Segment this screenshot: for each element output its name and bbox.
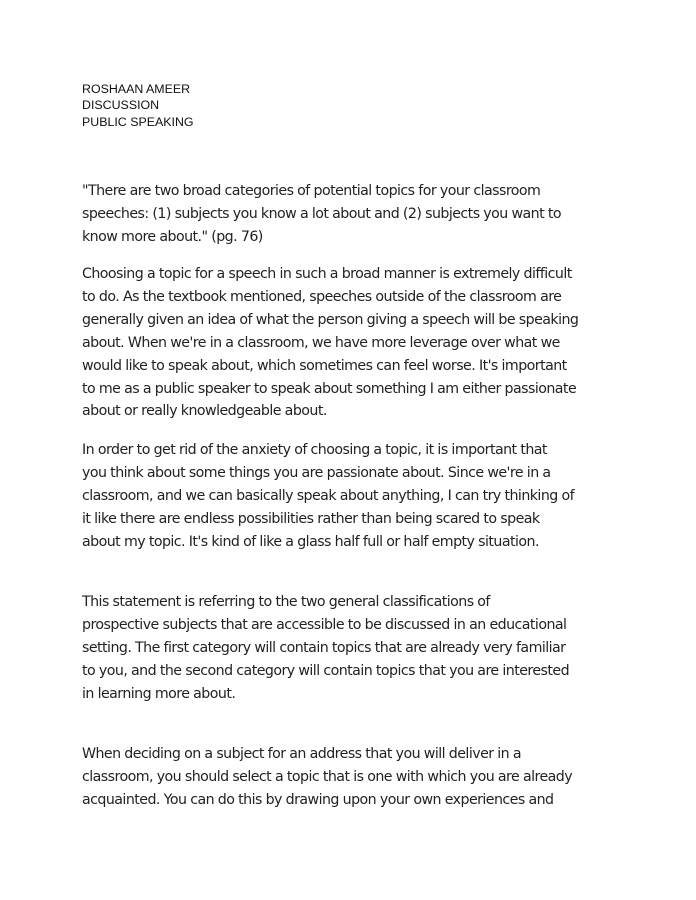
text-line: In order to get rid of the anxiety of choosing a topic, it is important that [82, 442, 547, 458]
text-line: in learning more about. [82, 685, 236, 702]
text-line: Choosing a topic for a speech in such a broad manner is extremely difficult [82, 266, 572, 282]
text-line: about my topic. It's kind of like a glass half full or half empty situation. [82, 533, 539, 550]
text-line: "There are two broad categories of potential topics for your classroom [82, 183, 541, 199]
course-name: PUBLIC SPEAKING [82, 114, 194, 129]
text-line: acquainted. You can do this by drawing upon your own experiences and [82, 791, 554, 808]
assignment-type: DISCUSSION [82, 98, 160, 113]
text-line: classroom, and we can basically speak about anything, I can try thinking of [82, 487, 575, 504]
text-line: you think about some things you are passionate about. Since we're in a [82, 464, 551, 481]
text-line: to you, and the second category will contain topics that you are interested [82, 662, 570, 679]
text-line: to me as a public speaker to speak about something I am either passionate [82, 380, 577, 397]
body-paragraph [82, 743, 622, 812]
text-line: about or really knowledgeable about. [82, 403, 327, 420]
body-paragraph [82, 263, 622, 423]
text-line: about. When we're in a classroom, we have more leverage over what we [82, 334, 560, 351]
text-line: This statement is referring to the two general classifications of [82, 594, 490, 610]
text-line: setting. The first category will contain topics that are already very familiar [82, 639, 566, 656]
text-line: generally given an idea of what the person giving a speech will be speaking [82, 311, 579, 328]
text-line: When deciding on a subject for an address that you will deliver in a [82, 746, 522, 762]
author-name: ROSHAAN AMEER [82, 82, 191, 96]
text-line: would like to speak about, which sometimes can feel worse. It's important [82, 357, 567, 374]
text-line: classroom, you should select a topic that is one with which you are already [82, 768, 573, 785]
text-line: to do. As the textbook mentioned, speeches outside of the classroom are [82, 288, 562, 305]
text-line: prospective subjects that are accessible to be discussed in an educational [82, 616, 567, 633]
text-line: it like there are endless possibilities rather than being scared to speak [82, 510, 540, 527]
text-line: know more about." (pg. 76) [82, 228, 263, 245]
quote-paragraph [82, 180, 622, 249]
body-paragraph [82, 591, 622, 706]
document-header [82, 81, 194, 130]
text-line: speeches: (1) subjects you know a lot about and (2) subjects you want to [82, 205, 562, 222]
body-paragraph [82, 439, 622, 554]
